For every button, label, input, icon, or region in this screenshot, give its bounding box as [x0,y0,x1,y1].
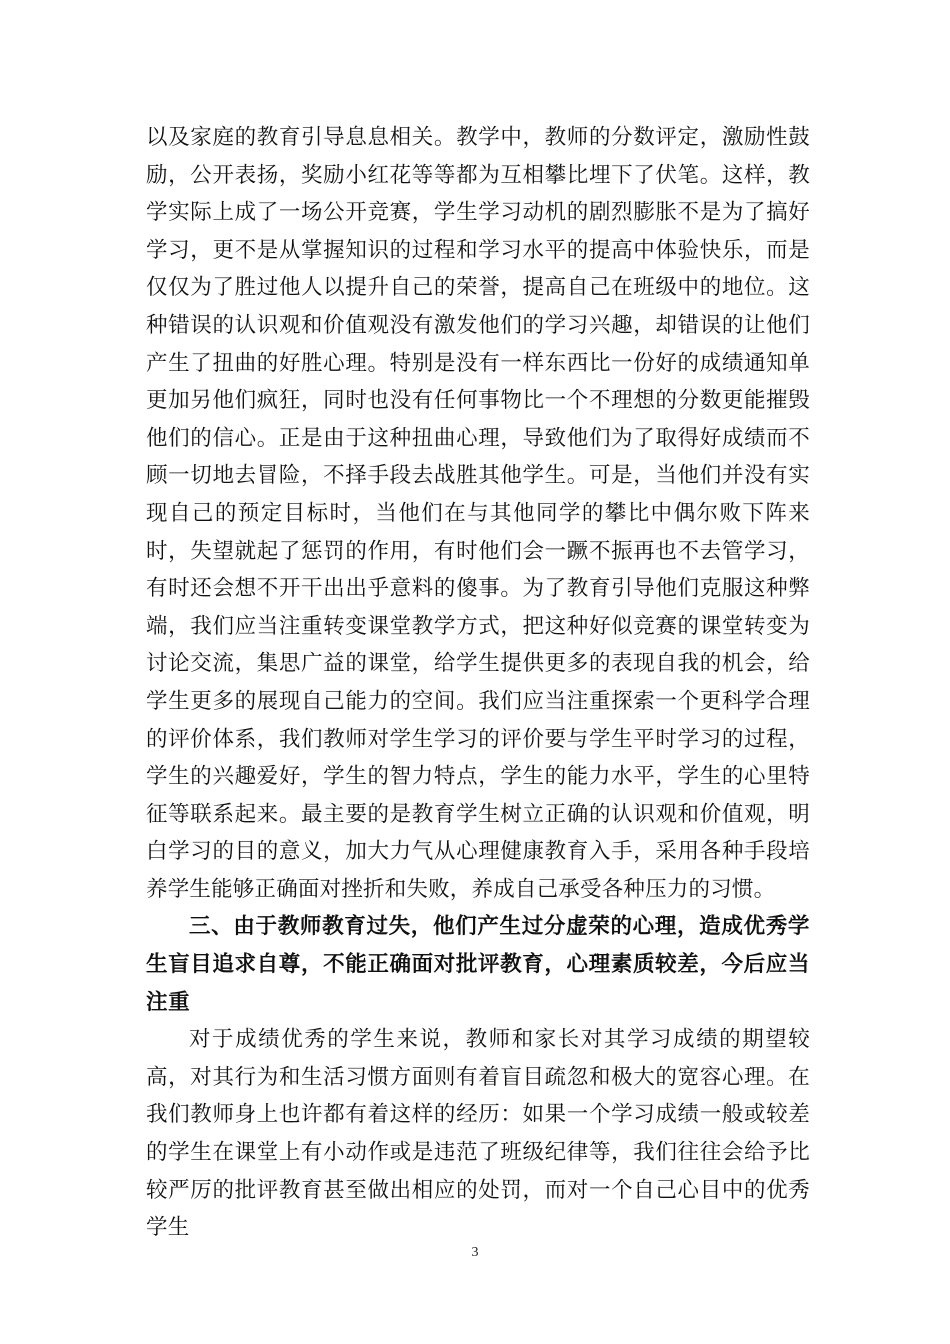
page-number: 3 [471,1245,479,1260]
body-paragraph: 以及家庭的教育引导息息相关。教学中，教师的分数评定，激励性鼓励，公开表扬，奖励小红花等等都为互相攀比埋下了伏笔。这样，教学实际上成了一场公开竞赛，学生学习动机的剧烈膨胀不是为了搞好学习，更不是从掌握知识的过程和学习水平的提高中体验快乐，而是仅仅为了胜过他人以提升自己的荣誉，提高自己在班级中的地位。这种错误的认识观和价值观没有激发他们的学习兴趣，却错误的让他们产生了扭曲的好胜心理。特别是没有一样东西比一份好的成绩通知单更加另他们疯狂，同时也没有任何事物比一个不理想的分数更能摧毁他们的信心。正是由于这种扭曲心理，导致他们为了取得好成绩而不顾一切地去冒险，不择手段去战胜其他学生。可是，当他们并没有实现自己的预定目标时，当他们在与其他同学的攀比中偶尔败下阵来时，失望就起了惩罚的作用，有时他们会一蹶不振再也不去管学习，有时还会想不开干出出乎意料的傻事。为了教育引导他们克服这种弊端，我们应当注重转变课堂教学方式，把这种好似竞赛的课堂转变为讨论交流，集思广益的课堂，给学生提供更多的表现自我的机会，给学生更多的展现自己能力的空间。我们应当注重探索一个更科学合理的评价体系，我们教师对学生学习的评价要与学生平时学习的过程，学生的兴趣爱好，学生的智力特点，学生的能力水平，学生的心里特征等联系起来。最主要的是教育学生树立正确的认识观和价值观，明白学习的目的意义，加大力气从心理健康教育入手，采用各种手段培养学生能够正确面对挫折和失败，养成自己承受各种压力的习惯。 [146,125,810,902]
body-paragraph: 对于成绩优秀的学生来说，教师和家长对其学习成绩的期望较高，对其行为和生活习惯方面则有着盲目疏忽和极大的宽容心理。在我们教师身上也许都有着这样的经历：如果一个学习成绩一般或较差的学生在课堂上有小动作或是违范了班级纪律等，我们往往会给予比较严厉的批评教育甚至做出相应的处罚，而对一个自己心目中的优秀学生 [146,1027,810,1241]
section-heading: 三、由于教师教育过失，他们产生过分虚荣的心理，造成优秀学生盲目追求自尊，不能正确面对批评教育，心理素质较差，今后应当注重 [146,914,810,1015]
page-body [146,119,810,1247]
